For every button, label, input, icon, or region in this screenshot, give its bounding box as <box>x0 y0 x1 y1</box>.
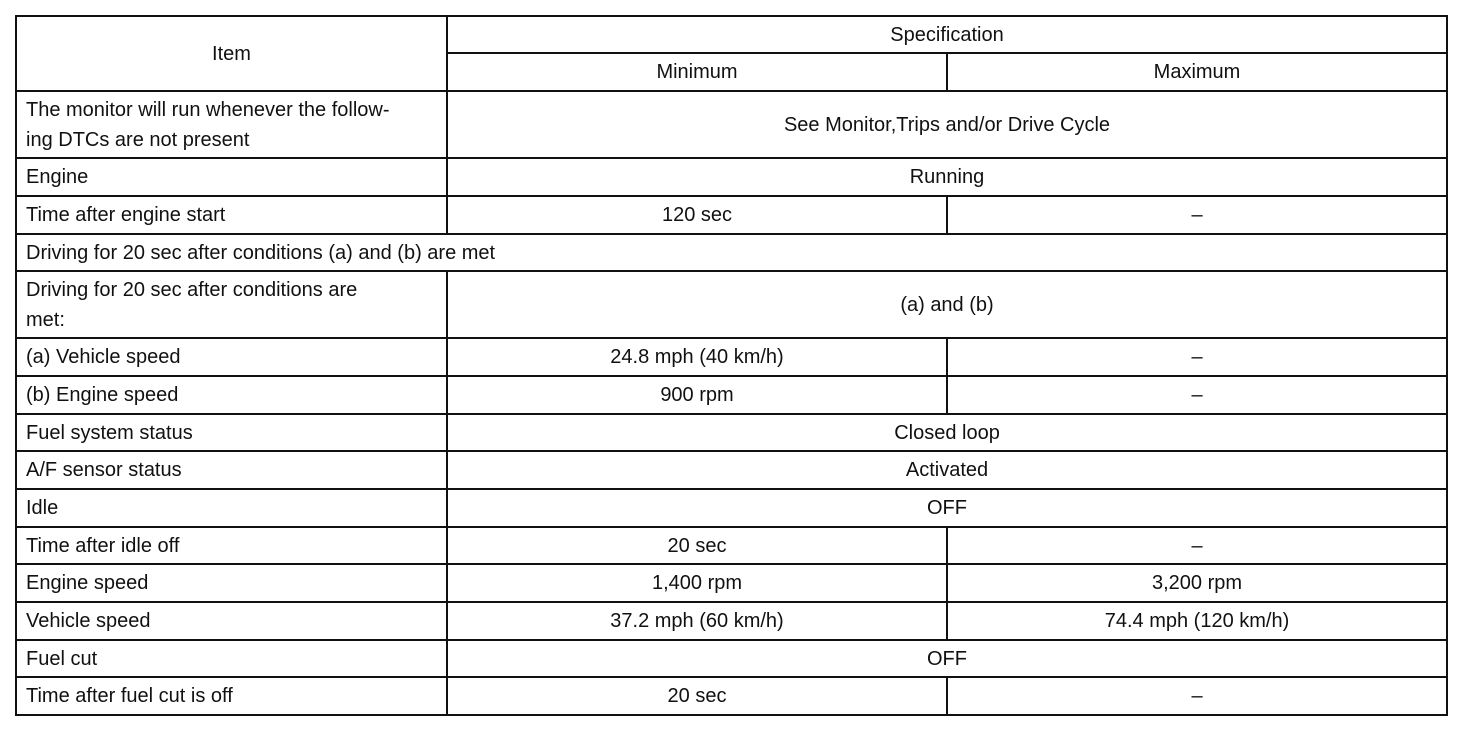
table-row <box>16 376 1447 414</box>
table-row <box>16 91 1447 158</box>
min-cell: 20 sec <box>447 527 947 564</box>
item-cell: Fuel cut <box>16 640 447 677</box>
item-cell: (b) Engine speed <box>16 376 447 414</box>
item-line: Driving for 20 sec after conditions are <box>26 278 358 301</box>
spec-cell: (a) and (b) <box>447 271 1447 338</box>
table-row <box>16 527 1447 564</box>
header-item: Item <box>16 16 447 91</box>
table-row <box>16 451 1447 489</box>
item-cell: Engine speed <box>16 564 447 602</box>
table-row <box>16 234 1447 271</box>
item-cell-full: Driving for 20 sec after conditions (a) and (b) are met <box>16 234 1447 271</box>
table-row <box>16 338 1447 376</box>
item-cell: A/F sensor status <box>16 451 447 489</box>
item-cell <box>16 91 447 158</box>
table-row <box>16 414 1447 451</box>
item-cell: Fuel system status <box>16 414 447 451</box>
table-row <box>16 564 1447 602</box>
max-cell: – <box>947 376 1447 414</box>
item-cell: Engine <box>16 158 447 196</box>
max-cell: 74.4 mph (120 km/h) <box>947 602 1447 640</box>
item-cell: Idle <box>16 489 447 527</box>
spec-cell: Closed loop <box>447 414 1447 451</box>
table-row <box>16 271 1447 338</box>
max-cell: 3,200 rpm <box>947 564 1447 602</box>
spec-cell: Running <box>447 158 1447 196</box>
item-line: ing DTCs are not present <box>26 128 250 151</box>
min-cell: 900 rpm <box>447 376 947 414</box>
header-row <box>16 16 1447 53</box>
spec-cell: OFF <box>447 489 1447 527</box>
min-cell: 120 sec <box>447 196 947 234</box>
item-line: The monitor will run whenever the follow- <box>26 98 390 121</box>
table-row <box>16 158 1447 196</box>
item-cell: Vehicle speed <box>16 602 447 640</box>
min-cell: 24.8 mph (40 km/h) <box>447 338 947 376</box>
table-row <box>16 640 1447 677</box>
header-maximum: Maximum <box>947 53 1447 91</box>
table-row <box>16 489 1447 527</box>
min-cell: 20 sec <box>447 677 947 715</box>
min-cell: 1,400 rpm <box>447 564 947 602</box>
max-cell: – <box>947 677 1447 715</box>
item-cell: Time after fuel cut is off <box>16 677 447 715</box>
item-cell: Time after engine start <box>16 196 447 234</box>
item-line: met: <box>26 308 65 331</box>
spec-cell: Activated <box>447 451 1447 489</box>
table-row <box>16 196 1447 234</box>
table-row <box>16 602 1447 640</box>
item-cell: (a) Vehicle speed <box>16 338 447 376</box>
spec-cell: See Monitor,Trips and/or Drive Cycle <box>447 91 1447 158</box>
item-cell <box>16 271 447 338</box>
table-row <box>16 677 1447 715</box>
max-cell: – <box>947 338 1447 376</box>
header-minimum: Minimum <box>447 53 947 91</box>
specification-table <box>15 15 1448 716</box>
header-specification: Specification <box>447 16 1447 53</box>
max-cell: – <box>947 527 1447 564</box>
max-cell: – <box>947 196 1447 234</box>
item-cell: Time after idle off <box>16 527 447 564</box>
spec-cell: OFF <box>447 640 1447 677</box>
min-cell: 37.2 mph (60 km/h) <box>447 602 947 640</box>
